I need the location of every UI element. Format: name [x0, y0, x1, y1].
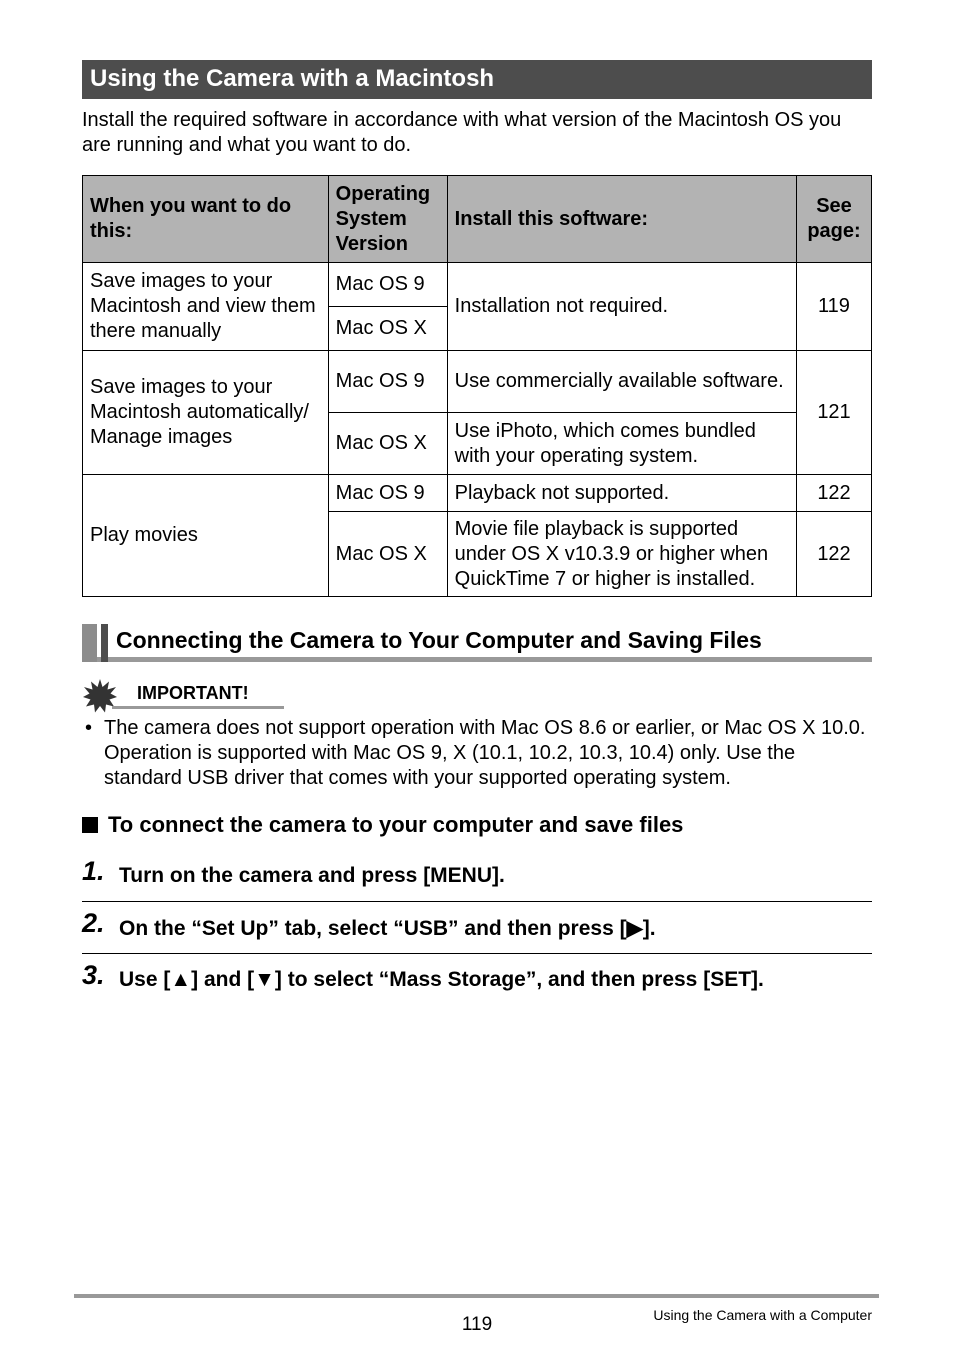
step-divider: [82, 953, 872, 954]
page-number: 119: [461, 1314, 493, 1335]
important-label: IMPORTANT!: [137, 683, 249, 703]
row-task: Play movies: [83, 475, 329, 597]
important-underline: [112, 706, 284, 709]
row-page: 122: [797, 512, 872, 597]
important-callout: [82, 678, 285, 710]
task-heading: [82, 812, 683, 838]
footer-rule: [74, 1294, 879, 1298]
bullet-dot: •: [85, 717, 93, 739]
header-os: Operating System Version: [328, 176, 447, 263]
row-os: Mac OS 9: [328, 475, 447, 512]
row-os: Mac OS X: [328, 512, 447, 597]
step-number: 3.: [82, 960, 105, 990]
row-software: Playback not supported.: [447, 475, 796, 512]
table-header-row: [83, 176, 872, 263]
intro-text: Install the required software in accordance with what version of the Macintosh OS you are running and what you want to do.: [82, 109, 842, 156]
task-heading-text: To connect the camera to your computer and save files: [108, 812, 684, 837]
row-task: Save images to your Macintosh and view them there manually: [83, 263, 329, 351]
row-os: Mac OS X: [328, 307, 447, 351]
row-software: Use commercially available software.: [447, 351, 796, 413]
step-text: On the “Set Up” tab, select “USB” and then press [▶].: [119, 917, 656, 940]
step-divider: [82, 901, 872, 902]
step-2: [82, 908, 872, 952]
bullet-text: The camera does not support operation with Mac OS 8.6 or earlier, or Mac OS X 10.0. Operation is supported with Mac OS 9, X (10.1, 10.2, 10.3, 10.4) only. Use the standard USB driver that comes with your supported operating system.: [104, 717, 866, 789]
row-page: 122: [797, 475, 872, 512]
step-1: [82, 856, 872, 900]
heading-bar-light: [82, 624, 97, 662]
subsection-title: Connecting the Camera to Your Computer and Saving Files: [116, 627, 762, 653]
row-software: Movie file playback is supported under OS X v10.3.9 or higher when QuickTime 7 or higher is installed.: [447, 512, 796, 597]
header-software: Install this software:: [447, 176, 796, 263]
software-table: [82, 175, 872, 597]
row-os: Mac OS X: [328, 413, 447, 475]
row-software: Use iPhoto, which comes bundled with your operating system.: [447, 413, 796, 475]
subsection-heading: [82, 624, 872, 662]
section-title: Using the Camera with a Macintosh: [82, 60, 872, 99]
header-task: When you want to do this:: [83, 176, 329, 263]
row-software: Installation not required.: [447, 263, 796, 351]
header-page: See page:: [797, 176, 872, 263]
table-row: [83, 475, 872, 512]
table-row: [83, 263, 872, 307]
step-3: [82, 960, 872, 1004]
row-page: 119: [797, 263, 872, 351]
step-text: Use [▲] and [▼] to select “Mass Storage”, and then press [SET].: [119, 968, 764, 991]
row-page: 121: [797, 351, 872, 475]
heading-bar-dark: [101, 624, 108, 662]
step-text: Turn on the camera and press [MENU].: [119, 864, 505, 887]
row-os: Mac OS 9: [328, 263, 447, 307]
table-row: [83, 351, 872, 413]
step-number: 1.: [82, 856, 105, 886]
important-bullet: [82, 716, 867, 791]
row-task: Save images to your Macintosh automatically/ Manage images: [83, 351, 329, 475]
footer-chapter: Using the Camera with a Computer: [653, 1307, 872, 1323]
square-icon: [82, 817, 98, 833]
step-number: 2.: [82, 908, 105, 938]
row-os: Mac OS 9: [328, 351, 447, 413]
